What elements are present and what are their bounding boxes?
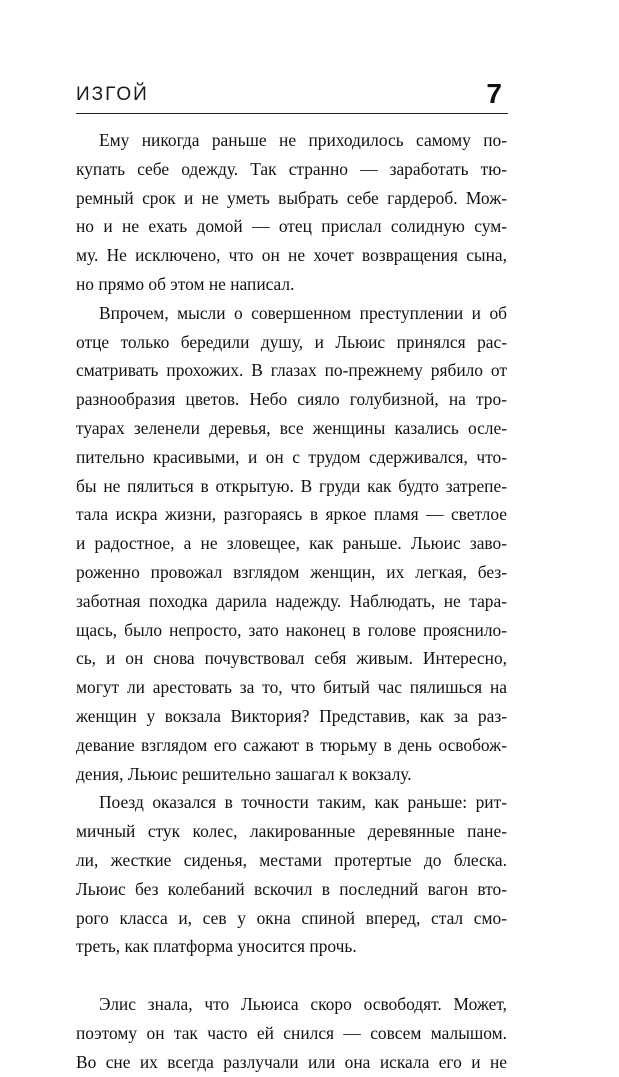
text-line: поэтому он так часто ей снился — совсем малышом. — [76, 1022, 507, 1043]
running-title: ИЗГОЙ — [76, 84, 149, 105]
text-line: Поезд оказался в точности таким, как раньше: рит- — [99, 792, 507, 813]
paragraph — [76, 299, 507, 789]
text-line: пительно красивыми, и он с трудом сдерживался, что- — [76, 446, 507, 467]
text-line: заботная походка дарила надежду. Наблюдать, не тара- — [76, 590, 507, 611]
text-line: туарах зеленели деревья, все женщины казались осле- — [76, 417, 507, 438]
text-line: бы не пялиться в открытую. В груди как будто затрепе- — [76, 475, 507, 496]
text-line: рого класса и, сев у окна спиной вперед, стал смо- — [76, 907, 507, 928]
text-line: треть, как платформа уносится прочь. — [76, 936, 357, 957]
text-line: но и не ехать домой — отец прислал солидную сум- — [76, 216, 507, 237]
section-break — [76, 961, 507, 990]
text-line: женщин у вокзала Виктория? Представив, как за раз- — [76, 705, 507, 726]
text-line: Ему никогда раньше не приходилось самому по- — [99, 130, 507, 150]
text-line: Впрочем, мысли о совершенном преступлении и об — [99, 302, 507, 323]
page-number: 7 — [486, 78, 502, 109]
text-line: отце только бередили душу, и Льюис принялся рас- — [76, 331, 507, 352]
text-line: му. Не исключено, что он не хочет возвращения сына, — [76, 245, 507, 266]
text-line: ремный срок и не уметь выбрать себе гардероб. Мож- — [76, 187, 507, 208]
text-line: могут ли арестовать за то, что битый час пялишься на — [76, 677, 507, 698]
text-line: сь, и он снова почувствовал себя живым. Интересно, — [76, 648, 507, 669]
text-line: и радостное, а не зловещее, как раньше. Льюис заво- — [76, 533, 507, 554]
paragraph — [76, 990, 507, 1076]
paragraph — [76, 788, 507, 961]
text-line: щась, было непросто, зато наконец в голове прояснило- — [76, 619, 507, 640]
running-head — [76, 78, 508, 114]
header-rule — [76, 113, 508, 114]
body-text — [76, 126, 507, 1077]
text-line: девание взглядом его сажают в тюрьму в день освобож- — [76, 734, 507, 755]
text-line: ли, жесткие сиденья, местами протертые до блеска. — [76, 849, 507, 870]
text-line: роженно провожал взглядом женщин, их легкая, без- — [76, 561, 507, 582]
text-line: сматривать прохожих. В глазах по-прежнему рябило от — [76, 360, 507, 381]
text-line: Во сне их всегда разлучали или она искала его и не — [76, 1051, 507, 1072]
text-line: но прямо об этом не написал. — [76, 273, 295, 294]
text-line: Элис знала, что Льюиса скоро освободят. Может, — [99, 994, 507, 1015]
text-line: разнообразия цветов. Небо сияло голубизной, на тро- — [76, 389, 507, 410]
text-line: дения, Льюис решительно зашагал к вокзалу. — [76, 763, 412, 784]
paragraph — [76, 126, 507, 299]
text-line: мичный стук колес, лакированные деревянные пане- — [76, 821, 507, 842]
text-line: тала искра жизни, разгораясь в яркое пламя — светлое — [76, 504, 507, 525]
text-line: купать себе одежду. Так странно — заработать тю- — [76, 158, 507, 179]
text-line: Льюис без колебаний вскочил в последний вагон вто- — [76, 878, 507, 899]
